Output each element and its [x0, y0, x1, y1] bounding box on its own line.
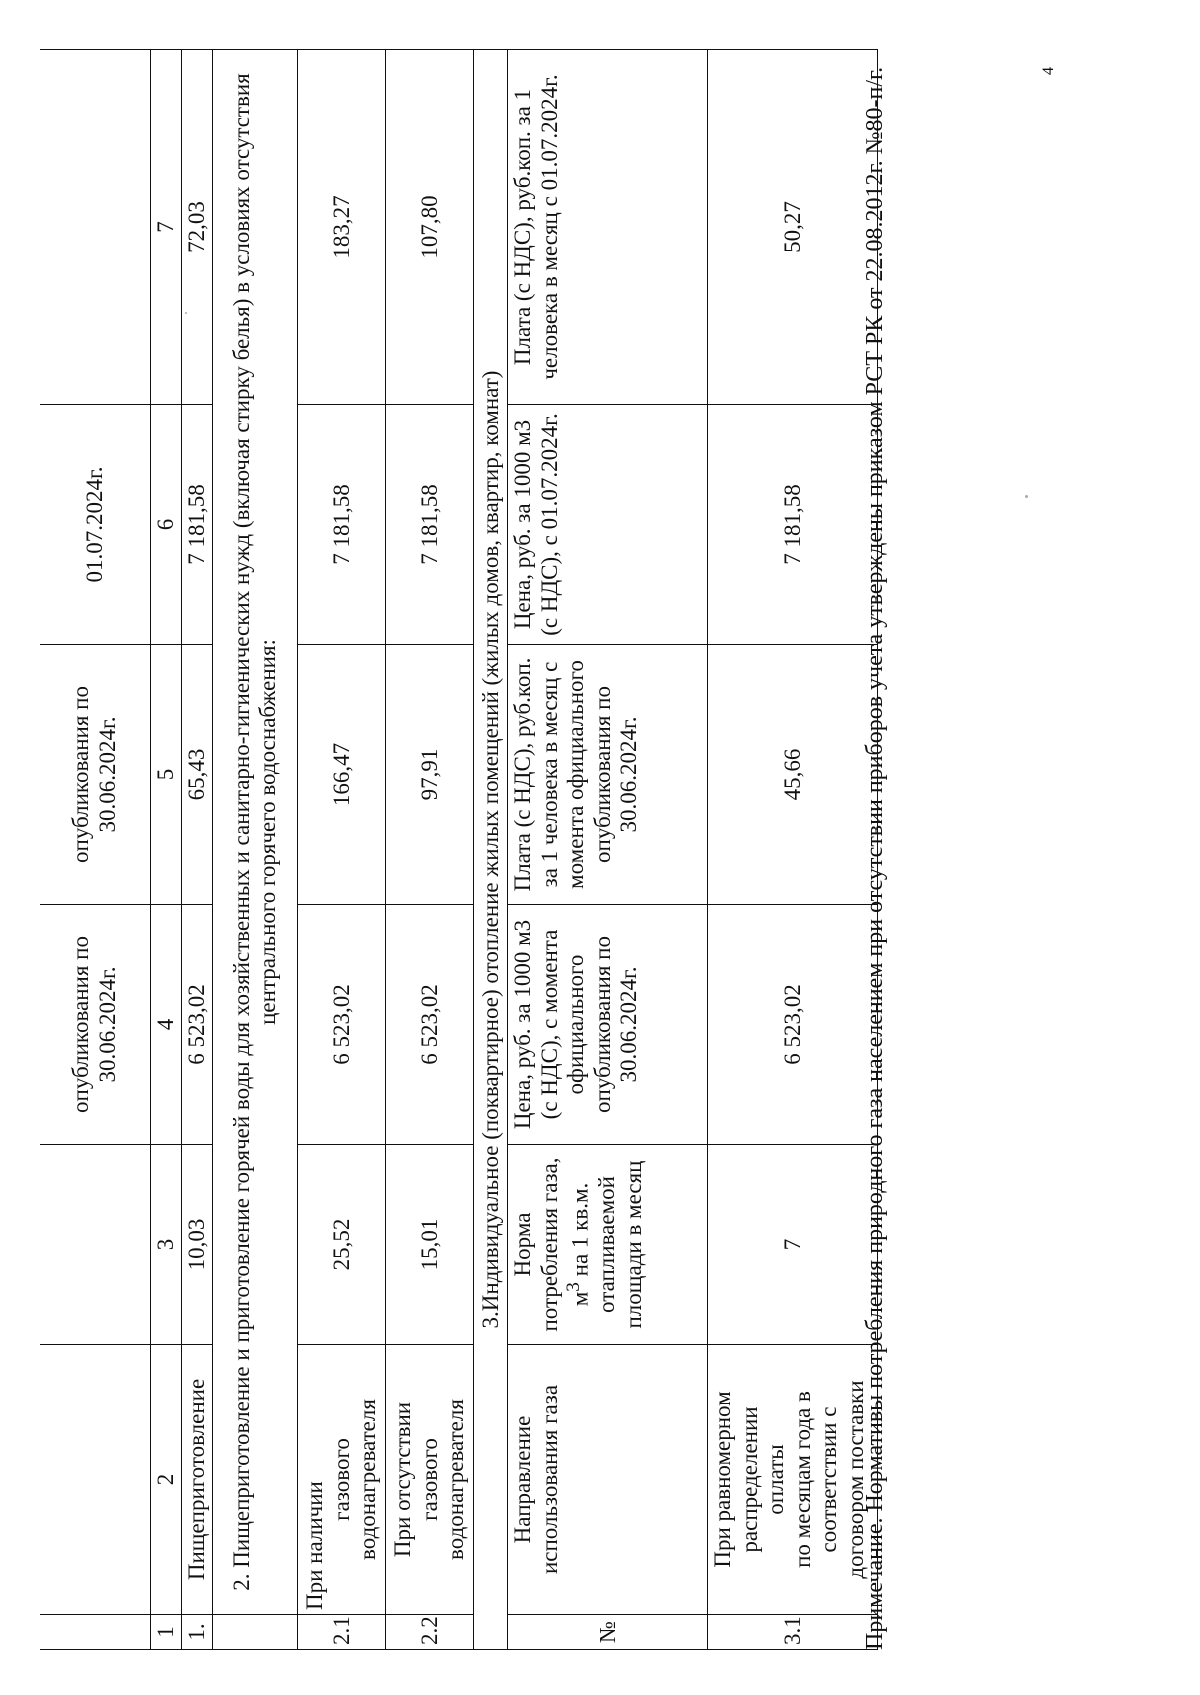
usage-direction-line: соответствии с — [816, 1406, 842, 1553]
section-title-row — [474, 50, 508, 1650]
section-2-title: 2. Пищеприготовление и приготовление горячей воды для хозяйственных и санитарно-гигиенических нужд (включая стирку белья) в условиях отсутствия центрального горячего водоснабжения: — [213, 50, 298, 1615]
page-number: 4 — [1040, 67, 1057, 75]
price-until-june: 6 523,02 — [298, 905, 386, 1145]
usage-direction-line: газового — [416, 1438, 442, 1521]
column-number: 7 — [150, 50, 181, 405]
column-number: 6 — [150, 405, 181, 645]
header-continuation-row — [40, 50, 150, 1650]
payment-until-june-header: Плата (с НДС), руб.коп. за 1 человека в месяц с момента официального опубликования по 30.06.2024г. — [508, 645, 708, 905]
payment-from-july: 183,27 — [298, 50, 386, 405]
usage-direction-line: При равномерном — [710, 1391, 736, 1568]
header-cell — [40, 50, 150, 405]
tariff-table — [40, 49, 878, 1650]
table-row — [181, 50, 212, 1650]
usage-direction-header: Направление использования газа — [508, 1345, 708, 1615]
empty-cell — [213, 1615, 298, 1650]
payment-from-july: 50,27 — [708, 50, 878, 405]
payment-from-july-header: Плата (с НДС), руб.коп. за 1 человека в месяц с 01.07.2024г. — [508, 50, 708, 405]
table-row — [708, 50, 878, 1650]
price-from-july: 7 181,58 — [386, 405, 474, 645]
price-until-june: 6 523,02 — [708, 905, 878, 1145]
price-from-july: 7 181,58 — [298, 405, 386, 645]
section-3-title: 3.Индивидуальное (поквартирное) отопление жилых помещений (жилых домов, квартир, комнат) — [474, 50, 508, 1650]
header-cell — [40, 1345, 150, 1615]
consumption-norm: 7 — [708, 1145, 878, 1345]
row-number: 1. — [181, 1615, 212, 1650]
usage-direction-line: договором поставки — [842, 1380, 868, 1579]
usage-direction-text: При наличии — [302, 1481, 328, 1610]
price-from-july: 7 181,58 — [181, 405, 212, 645]
payment-from-july: 72,03 — [181, 50, 212, 405]
footnote: Примечание. Нормативы потребления природного газа населением при отсутствии приборов учета утверждены приказом РСТ РК от 22.08.2012г. №80-п/г. — [862, 66, 888, 1650]
row-number: 3.1 — [708, 1615, 878, 1650]
payment-until-june: 166,47 — [298, 645, 386, 905]
usage-direction-line: газового — [328, 1438, 354, 1521]
table-row — [386, 50, 474, 1650]
column-number: 4 — [150, 905, 181, 1145]
header-cell: опубликования по 30.06.2024г. — [40, 645, 150, 905]
number-header: № — [508, 1615, 708, 1650]
header-cell — [40, 1145, 150, 1345]
usage-direction-line: по месяцам года в — [789, 1391, 815, 1568]
payment-from-july: 107,80 — [386, 50, 474, 405]
payment-until-june: 65,43 — [181, 645, 212, 905]
usage-direction — [708, 1345, 878, 1615]
column-number: 2 — [150, 1345, 181, 1615]
price-until-june-header: Цена, руб. за 1000 м3 (с НДС), с момента официального опубликования по 30.06.2024г. — [508, 905, 708, 1145]
header-cell: опубликования по 30.06.2024г. — [40, 905, 150, 1145]
payment-until-june: 97,91 — [386, 645, 474, 905]
price-from-july-header: Цена, руб. за 1000 м3 (с НДС), с 01.07.2024г. — [508, 405, 708, 645]
section-title-row — [213, 50, 298, 1650]
column-numbers-row — [150, 50, 181, 1650]
rotated-page-content — [40, 50, 1100, 1650]
usage-direction-line: распределении — [736, 1406, 762, 1553]
consumption-norm: 25,52 — [298, 1145, 386, 1345]
section-3-header-row — [508, 50, 708, 1650]
norm-header-superscript: 3 — [563, 1282, 585, 1292]
usage-direction: Пищеприготовление — [181, 1345, 212, 1615]
usage-direction-line: оплаты — [763, 1444, 789, 1515]
column-number: 3 — [150, 1145, 181, 1345]
payment-until-june: 45,66 — [708, 645, 878, 905]
table-row — [298, 50, 386, 1650]
consumption-norm-header — [508, 1145, 708, 1345]
column-number: 1 — [150, 1615, 181, 1650]
usage-direction-line: При отсутствии — [390, 1401, 416, 1558]
price-from-july: 7 181,58 — [708, 405, 878, 645]
row-number: 2.2 — [386, 1615, 474, 1650]
usage-direction-line: водонагревателя — [443, 1399, 469, 1560]
consumption-norm: 10,03 — [181, 1145, 212, 1345]
column-number: 5 — [150, 645, 181, 905]
norm-header-text: на 1 кв.м. отапливаемой площади в месяц — [567, 1160, 646, 1329]
usage-direction — [298, 1345, 386, 1615]
row-number: 2.1 — [298, 1615, 386, 1650]
consumption-norm: 15,01 — [386, 1145, 474, 1345]
price-until-june: 6 523,02 — [386, 905, 474, 1145]
usage-direction-line — [302, 1349, 328, 1610]
norm-header-text: Норма потребления газа, м — [510, 1157, 593, 1332]
header-cell — [40, 1615, 150, 1650]
usage-direction-line: водонагревателя — [355, 1399, 381, 1560]
usage-direction — [386, 1345, 474, 1615]
header-cell: 01.07.2024г. — [40, 405, 150, 645]
price-until-june: 6 523,02 — [181, 905, 212, 1145]
